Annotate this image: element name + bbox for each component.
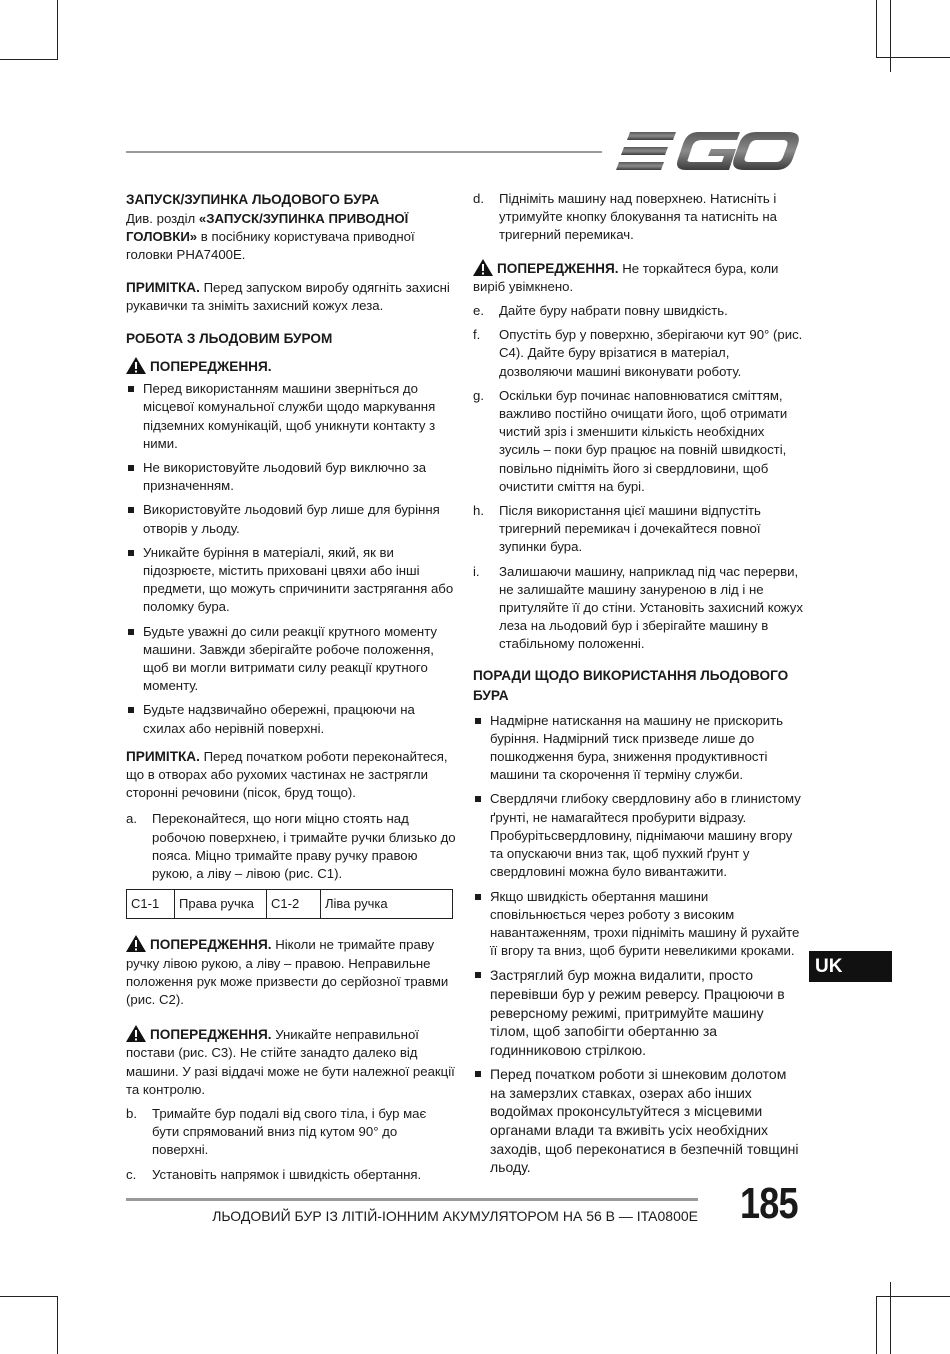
crop-mark (876, 57, 950, 58)
steps-b-c (126, 1105, 456, 1184)
ego-logo (616, 130, 800, 172)
footer-rule (126, 1198, 698, 1201)
list-item: Перед початком роботи зі шнековим долотом на замерзлих ставках, озерах або інших водоймах проконсультуйтеся з місцевими органами влади та вживіть усіх необхідних заходів, щоб переконатися в безпечній товщині льоду. (473, 1065, 803, 1177)
table-cell: C1-1 (127, 890, 175, 919)
warning-icon (126, 357, 146, 374)
warning-heading: ПОПЕРЕДЖЕННЯ. (126, 357, 456, 376)
list-item: Свердлячи глибоку свердловину або в глинистому ґрунті, не намагайтеся пробурити відразу. Пробурітьсвердловину, піднімаючи машину вгору та опускаючи вниз так, щоб пухкий ґрунт у свердловині можна було вивантажити. (473, 790, 803, 881)
section-title-operation: РОБОТА З ЛЬОДОВИМ БУРОМ (126, 331, 333, 347)
warning-icon (126, 935, 146, 952)
section-start-stop-text: Див. розділ «ЗАПУСК/ЗУПИНКА ПРИВОДНОЇ ГОЛОВКИ» в посібнику користувача приводної головки PHA7400E. (126, 211, 415, 263)
left-column (126, 190, 456, 1190)
list-item: e. Дайте буру набрати повну швидкість. (473, 303, 728, 319)
crop-mark (57, 0, 58, 60)
footer-title: ЛЬОДОВИЙ БУР ІЗ ЛІТІЙ-ІОННИМ АКУМУЛЯТОРОМ НА 56 В — ITA0800E (212, 1208, 698, 1224)
list-item: Використовуйте льодовий бур лише для буріння отворів у льоду. (126, 501, 456, 537)
crop-mark (0, 1296, 58, 1297)
parts-table (126, 889, 453, 919)
list-item: Не використовуйте льодовий бур виключно за призначенням. (126, 459, 456, 495)
list-item: c. Установіть напрямок і швидкість обертання. (126, 1166, 422, 1182)
table-cell: Права ручка (175, 890, 267, 919)
right-column (473, 190, 803, 1183)
page-number: 185 (740, 1179, 798, 1228)
list-item: Якщо швидкість обертання машини сповільнюється через роботу з високим навантаженням, трохи підніміть машину й рухайте її вгору та вниз, щоб бурити невеликими кроками. (473, 888, 803, 961)
note-gloves: ПРИМІТКА. Перед запуском виробу одягніть захисні рукавички та зніміть захисний кожух леза. (126, 279, 450, 313)
list-item: Перед використанням машини зверніться до місцевої комунальної служби щодо маркування підземних комунікацій, щоб уникнути контакту з ними. (126, 380, 456, 453)
crop-mark (876, 0, 877, 58)
note-foreign-matter: ПРИМІТКА. Перед початком роботи переконайтеся, що в отворах або рухомих частинах не застрягли сторонні речовини (пісок, бруд тощо). (126, 748, 448, 801)
list-item: d. Підніміть машину над поверхнею. Натисніть і утримуйте кнопку блокування та натисніть на тригерний перемикач. (473, 191, 777, 243)
language-tab: UK (809, 951, 892, 982)
tips-bullet-list (473, 712, 803, 1177)
list-item: Надмірне натискання на машину не прискорить буріння. Надмірний тиск призведе лише до пошкодження бура, зниження продуктивності машини та скорочення її терміну служби. (473, 712, 803, 785)
list-item: b. Тримайте бур подалі від свого тіла, і бур має бути спрямований вниз під кутом 90° до поверхні. (126, 1105, 427, 1158)
list-item: Будьте уважні до сили реакції крутного моменту машини. Завжди зберігайте робоче положення, щоб ви могли витримати силу реакції крутного моменту. (126, 623, 456, 696)
warning-icon (126, 1025, 146, 1042)
crop-mark (0, 59, 58, 60)
list-item: Уникайте буріння в матеріалі, який, як ви підозрюєте, містить приховані цвяхи або інші предмети, що можуть спричинити застрягання або поломку бура. (126, 544, 456, 617)
list-item: Застряглий бур можна видалити, просто перевівши бур у режим реверсу. Працюючи в реверсному режимі, притримуйте машину тілом, щоб запобігти обертанню за годинниковою стрілкою. (473, 966, 803, 1059)
header-rule (126, 151, 602, 153)
crop-mark (57, 1296, 58, 1354)
warning-hand-position: ПОПЕРЕДЖЕННЯ. Ніколи не тримайте праву ручку лівою рукою, а ліву – правою. Неправильне положення рук може призвести до серйозної травми (рис. C2). (126, 937, 449, 1007)
crop-mark (890, 0, 891, 72)
step-d (473, 190, 803, 245)
list-item: h. Після використання цієї машини відпустіть тригерний перемикач і дочекайтеся повної зупинки бура. (473, 503, 761, 555)
steps-a (126, 810, 456, 883)
list-item: Будьте надзвичайно обережні, працюючи на схилах або нерівній поверхні. (126, 701, 456, 737)
section-title-start-stop: ЗАПУСК/ЗУПИНКА ЛЬОДОВОГО БУРА (126, 192, 380, 207)
list-item: a. Переконайтеся, що ноги міцно стоять над робочою поверхнею, і тримайте ручки близько до пояса. Міцно тримайте праву ручку правою рукою, а ліву – лівою (рис. C1). (126, 811, 456, 882)
section-title-tips: ПОРАДИ ЩОДО ВИКОРИСТАННЯ ЛЬОДОВОГО БУРА (473, 667, 789, 703)
warning-do-not-touch: ПОПЕРЕДЖЕННЯ. Не торкайтеся бура, коли виріб увімкнено. (473, 260, 779, 294)
warning-posture: ПОПЕРЕДЖЕННЯ. Уникайте неправильної постави (рис. C3). Не стійте занадто далеко від машини. У разі віддачі може не бути належної реакції та контролю. (126, 1027, 455, 1097)
crop-mark (890, 1282, 891, 1354)
warning-icon (473, 259, 493, 276)
table-row (127, 890, 453, 919)
crop-mark (876, 1296, 950, 1297)
table-cell: Ліва ручка (321, 890, 453, 919)
list-item: g. Оскільки бур починає наповнюватися сміттям, важливо постійно очищати його, щоб отримати чистий зріз і зменшити кількість необхідних зусиль – поки бур працює на повній швидкості, повільно підніміть його зі свердловини, щоб очистити сміття на бурі. (473, 387, 788, 494)
table-cell: C1-2 (267, 890, 321, 919)
crop-mark (876, 1296, 877, 1354)
warning-bullet-list (126, 380, 456, 738)
list-item: i. Залишаючи машину, наприклад під час перерви, не залишайте машину зануреною в лід і не притуляйте її до стіни. Установіть захисний кожух леза на льодовий бур і зберігайте машину в стабільному положенні. (473, 563, 803, 652)
list-item: f. Опустіть бур у поверхню, зберігаючи кут 90° (рис. C4). Дайте буру врізатися в матеріал, дозволяючи машині виконувати роботу. (473, 327, 803, 379)
steps-e-i (473, 302, 803, 654)
